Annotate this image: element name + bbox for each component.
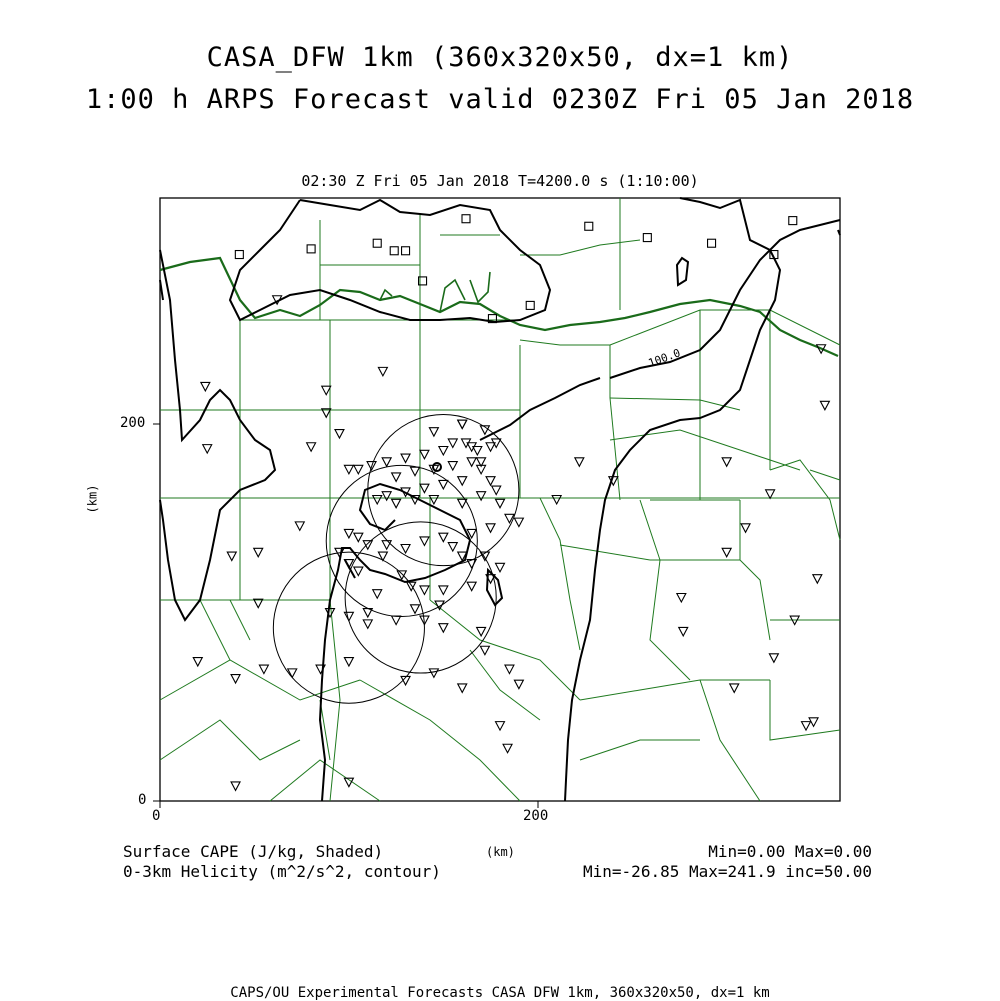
contour-label: 100.0: [646, 346, 683, 370]
x-tick-0: 0: [152, 808, 161, 824]
y-tick-0: 0: [138, 792, 147, 808]
x-tick-200: 200: [523, 808, 549, 824]
shaded-field-stats: Min=0.00 Max=0.00: [708, 842, 872, 861]
contour-field-label: 0-3km Helicity (m^2/s^2, contour): [123, 862, 441, 881]
y-axis-unit: (km): [85, 484, 100, 514]
footer-credit: CAPS/OU Experimental Forecasts CASA DFW 1km, 360x320x50, dx=1 km: [230, 985, 770, 1001]
valid-time-subtitle: 02:30 Z Fri 05 Jan 2018 T=4200.0 s (1:10:00): [301, 172, 699, 190]
y-tick-200: 200: [120, 415, 146, 431]
chart-title-line1: CASA_DFW 1km (360x320x50, dx=1 km): [206, 42, 794, 73]
chart-title-line2: 1:00 h ARPS Forecast valid 0230Z Fri 05 Jan 2018: [85, 84, 915, 115]
contour-field-stats: Min=-26.85 Max=241.9 inc=50.00: [583, 862, 872, 881]
shaded-field-label: Surface CAPE (J/kg, Shaded): [123, 842, 384, 861]
x-axis-unit: (km): [486, 845, 515, 859]
